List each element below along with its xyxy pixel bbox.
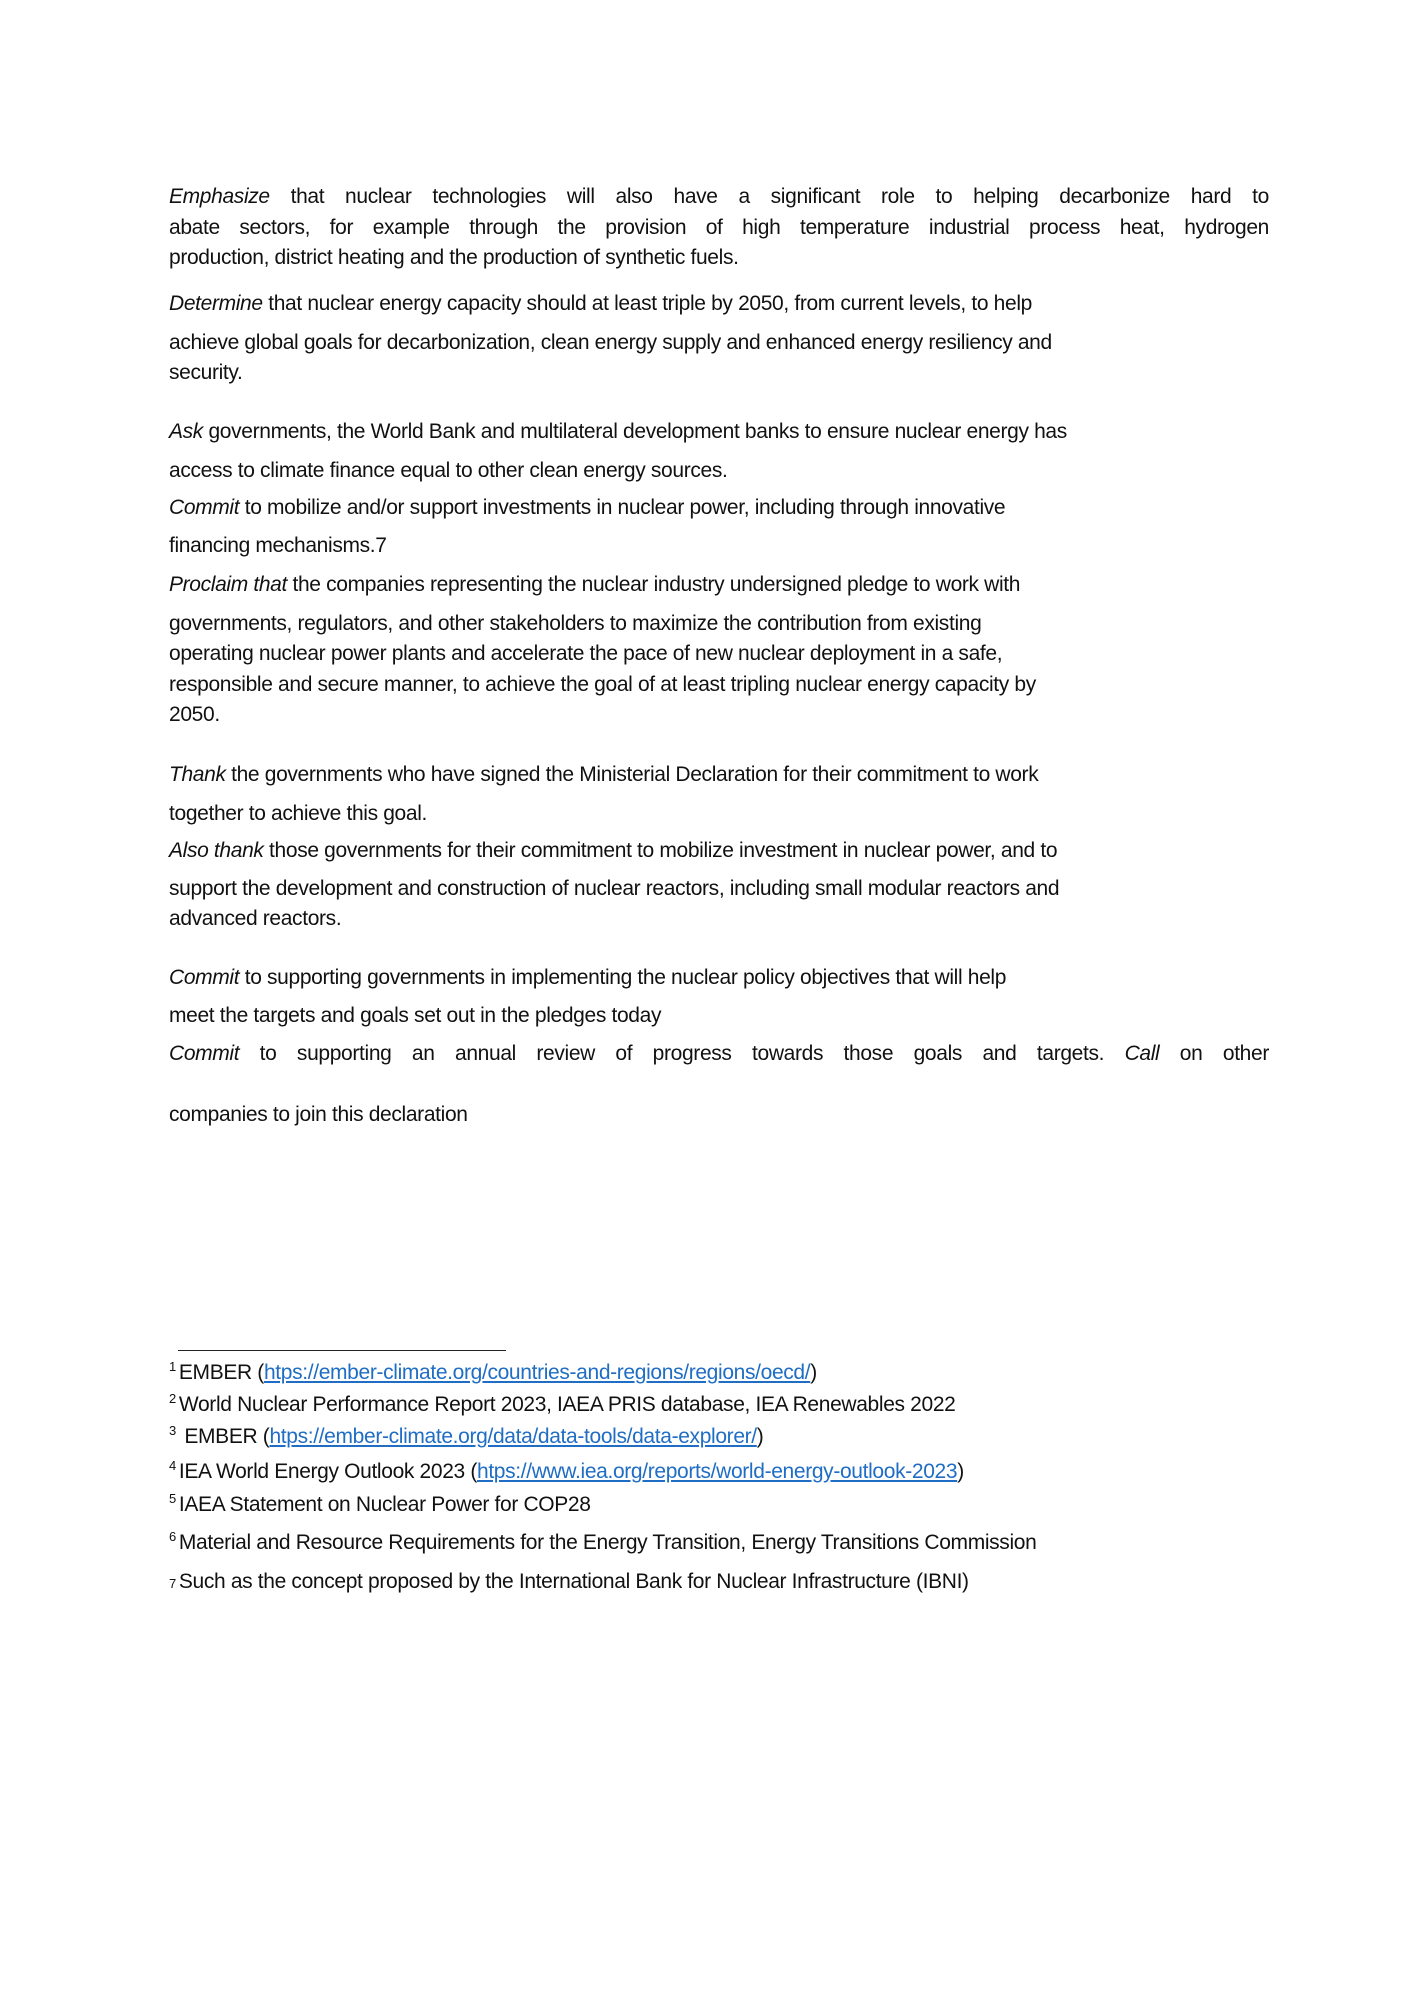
footnote: $^1$ EMBER (htps://ember-climate.org/countries-and-regions/regions/oecd/)	[169, 1359, 817, 1384]
footnote-link[interactable]: htps://ember-climate.org/countries-and-regions/regions/oecd/	[263, 1361, 811, 1384]
body-line: responsible and secure manner, to achieve the goal of at least tripling nuclear energy capacity by	[169, 673, 1036, 696]
emphasis-word: Commit	[169, 1042, 240, 1065]
body-line: Proclaim that the companies representing the nuclear industry undersigned pledge to work with	[169, 573, 1021, 596]
footnote-number: 4	[169, 1458, 176, 1473]
body-line: Also thank those governments for their commitment to mobilize investment in nuclear power, and to	[169, 839, 1058, 862]
body-line: companies to join this declaration	[169, 1103, 468, 1126]
body-line: access to climate finance equal to other clean energy sources.	[169, 459, 728, 482]
footnote: $^6$ Material and Resource Requirements for the Energy Transition, Energy Transitions Commission	[169, 1529, 1037, 1554]
footnote-link[interactable]: htps://ember-climate.org/data/data-tools/data-explorer/	[269, 1425, 757, 1448]
body-line: financing mechanisms.7	[169, 534, 387, 557]
body-line: Ask governments, the World Bank and multilateral development banks to ensure nuclear energy has	[169, 420, 1067, 443]
emphasis-word: Emphasize	[169, 185, 270, 208]
emphasis-word: Commit	[169, 966, 240, 989]
emphasis-word: Proclaim that	[169, 573, 287, 596]
body-line: Thank the governments who have signed the Ministerial Declaration for their commitment to work	[169, 763, 1039, 786]
footnote-number: 6	[169, 1529, 176, 1544]
emphasis-word: Thank	[169, 763, 226, 786]
footnote: 7 Such as the concept proposed by the International Bank for Nuclear Infrastructure (IBNI)	[169, 1570, 969, 1593]
footnote-number: 5	[169, 1491, 176, 1506]
body-line: 2050.	[169, 703, 220, 726]
body-line: operating nuclear power plants and accelerate the pace of new nuclear deployment in a safe,	[169, 642, 1003, 665]
footnote: $^5$ IAEA Statement on Nuclear Power for COP28	[169, 1491, 591, 1516]
footnote: $^3$ EMBER (htps://ember-climate.org/data/data-tools/data-explorer/)	[169, 1423, 764, 1448]
body-line: meet the targets and goals set out in the pledges today	[169, 1004, 662, 1027]
body-line: Commit to supporting an annual review of progress towards those goals and targets. Call on other	[169, 1042, 1269, 1065]
body-line: together to achieve this goal.	[169, 802, 428, 825]
body-line: Commit to supporting governments in implementing the nuclear policy objectives that will help	[169, 966, 1007, 989]
body-line: achieve global goals for decarbonization, clean energy supply and enhanced energy resiliency and	[169, 331, 1052, 354]
footnote-number: 2	[169, 1391, 176, 1406]
body-line: advanced reactors.	[169, 907, 342, 930]
body-line: Emphasize that nuclear technologies will also have a significant role to helping decarbonize hard to	[169, 185, 1269, 208]
body-line: Determine that nuclear energy capacity should at least triple by 2050, from current levels, to help	[169, 292, 1032, 315]
emphasis-word: Call	[1124, 1042, 1160, 1065]
emphasis-word: Ask	[169, 420, 203, 443]
body-line: production, district heating and the production of synthetic fuels.	[169, 246, 739, 269]
body-line: support the development and construction of nuclear reactors, including small modular reactors and	[169, 877, 1060, 900]
emphasis-word: Commit	[169, 496, 240, 519]
body-line: governments, regulators, and other stakeholders to maximize the contribution from existing	[169, 612, 982, 635]
emphasis-word: Also thank	[169, 839, 264, 862]
footnote: $^4$ IEA World Energy Outlook 2023 (htps://www.iea.org/reports/world-energy-outlook-2023)	[169, 1458, 964, 1483]
emphasis-word: Determine	[169, 292, 263, 315]
body-line: abate sectors, for example through the provision of high temperature industrial process heat, hydrogen	[169, 216, 1269, 239]
footnote-number: 7	[169, 1576, 176, 1591]
body-line: Commit to mobilize and/or support investments in nuclear power, including through innovative	[169, 496, 1006, 519]
footnote-number: 3	[169, 1423, 176, 1438]
footnote: $^2$ World Nuclear Performance Report 2023, IAEA PRIS database, IEA Renewables 2022	[169, 1391, 956, 1416]
footnote-number: 1	[169, 1359, 176, 1374]
footnote-link[interactable]: htps://www.iea.org/reports/world-energy-outlook-2023	[476, 1460, 958, 1483]
body-line: security.	[169, 361, 243, 384]
footnote-separator	[178, 1350, 506, 1351]
